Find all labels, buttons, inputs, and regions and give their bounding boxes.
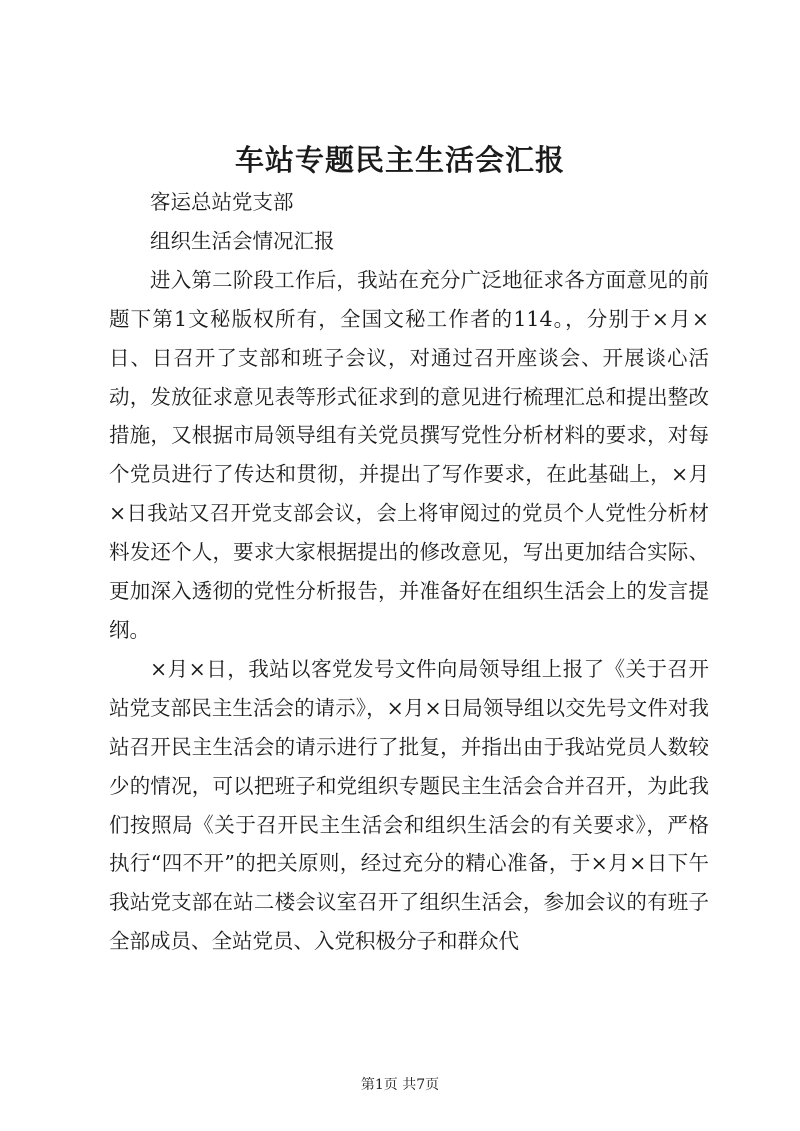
paragraph-body-2: ×月×日，我站以客党发号文件向局领导组上报了《关于召开站党支部民主生活会的请示》，×月×日局领导组以交先号文件对我站召开民主生活会的请示进行了批复，并指出由于我站党员人数较少的情况，可以把班子和党组织专题民主生活会合并召开，为此我们按照局《关于召开民主生活会和组织生活会的有关要求》，严格执行“四不开”的把关原则，经过充分的精心准备，于×月×日下午我站党支部在站二楼会议室召开了组织生活会，参加会议的有班子全部成员、全站党员、入党积极分子和群众代 <box>109 656 709 954</box>
paragraph-body-1: 进入第二阶段工作后，我站在充分广泛地征求各方面意见的前题下第1文秘版权所有，全国文秘工作者的114。，分别于×月×日、日召开了支部和班子会议，对通过召开座谈会、开展谈心活动，发放征求意见表等形式征求到的意见进行梳理汇总和提出整改措施，又根据市局领导组有关党员撰写党性分析材料的要求，对每个党员进行了传达和贯彻，并提出了写作要求，在此基础上，×月×日我站又召开党支部会议，会上将审阅过的党员个人党性分析材料发还个人，要求大家根据提出的修改意见，写出更加结合实际、更加深入透彻的党性分析报告，并准备好在组织生活会上的发言提纲。 <box>109 267 709 642</box>
document-title: 车站专题民主生活会汇报 <box>234 143 565 177</box>
page-footer: 第1页 共7页 <box>360 1077 440 1093</box>
paragraph-subtitle: 组织生活会情况汇报 <box>150 228 335 253</box>
document-body <box>109 183 709 961</box>
paragraph-organization: 客运总站党支部 <box>150 190 294 214</box>
